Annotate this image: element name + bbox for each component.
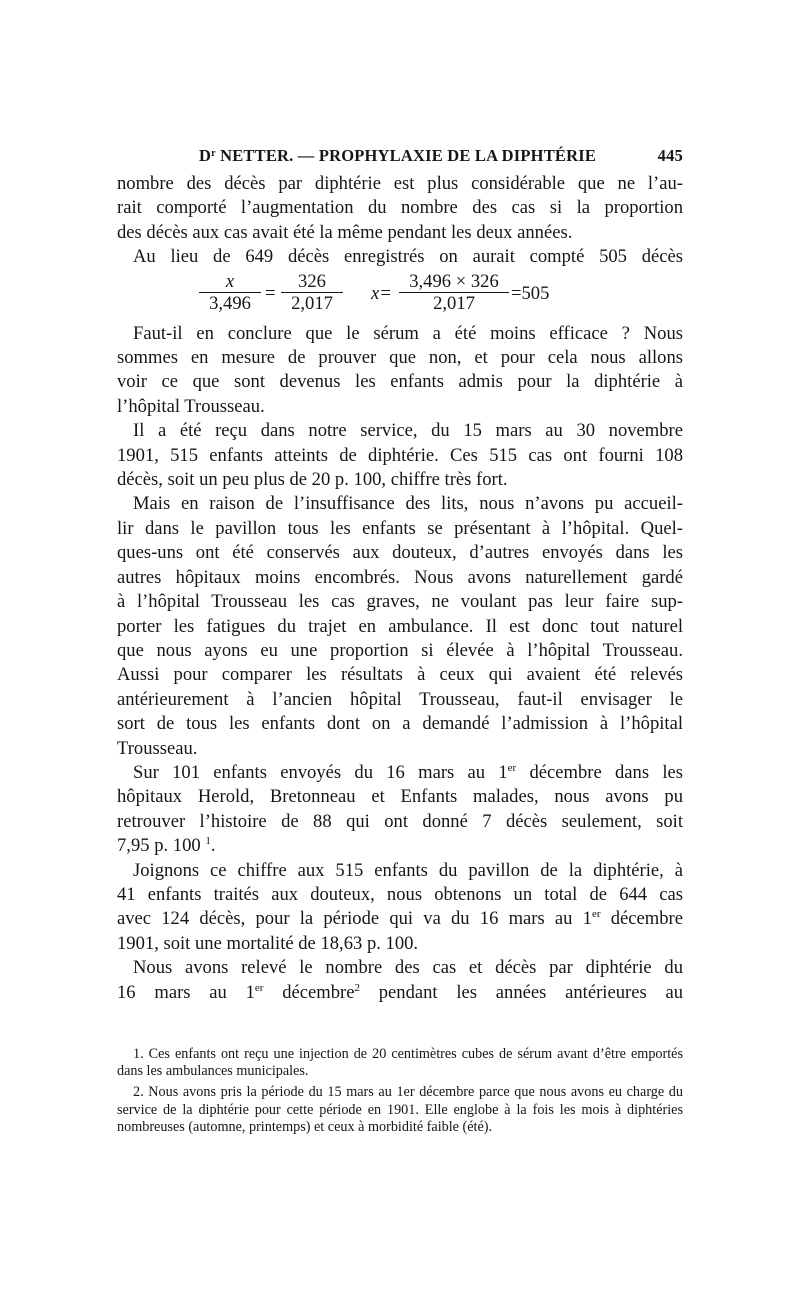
text-line: Trousseau. — [117, 737, 198, 759]
text-line: 1901, 515 enfants atteints de diphtérie. Ces 515 cas ont fourni 108 — [117, 444, 683, 466]
text-fragment: Sur 101 enfants envoyés du 16 mars au 1 — [133, 761, 508, 783]
footnotes — [117, 1046, 683, 1140]
fraction-denominator: 2,017 — [433, 292, 475, 314]
text-line — [117, 907, 683, 931]
text-line: ques-uns ont été conservés aux douteux, d’autres envoyés dans les — [117, 542, 683, 564]
text-line: Faut-il en conclure que le sérum a été moins efficace ? Nous — [133, 322, 683, 344]
text-line: Nous avons relevé le nombre des cas et décès par diphtérie du — [133, 957, 683, 979]
superscript: er — [591, 908, 601, 921]
fraction-product-over-2017 — [399, 272, 509, 315]
fraction-x-over-3496 — [199, 272, 261, 315]
text-fragment: décembre dans les — [516, 761, 683, 783]
text-line: à l’hôpital Trousseau les cas graves, ne voulant pas leur faire sup- — [117, 591, 683, 613]
text-line: que nous ayons eu une proportion si élevée à l’hôpital Trousseau. — [117, 639, 683, 661]
text-line: nombre des décès par diphtérie est plus considérable que ne l’au- — [117, 173, 683, 194]
running-title — [199, 146, 596, 166]
footnote-ref: 1 — [205, 835, 211, 848]
text-fragment: avec 124 décès, pour la période qui va du 16 mars au 1 — [117, 908, 592, 930]
formula-result: =505 — [511, 282, 550, 304]
text-line — [117, 834, 683, 858]
text-fragment: pendant les années antérieures au — [359, 981, 684, 1003]
text-line — [117, 981, 683, 1005]
text-line: 41 enfants traités aux douteux, nous obtenons un total de 644 cas — [117, 883, 683, 905]
text-line: décès, soit un peu plus de 20 p. 100, chiffre très fort. — [117, 469, 508, 491]
text-line: autres hôpitaux moins encombrés. Nous avons naturellement gardé — [117, 566, 683, 588]
page-number: 445 — [657, 146, 683, 165]
text-line: sommes en mesure de prouver que non, et pour cela nous allons — [117, 347, 683, 369]
body-text — [117, 172, 683, 1005]
text-line: des décès aux cas avait été la même pendant les deux années. — [117, 221, 573, 243]
text-line: hôpitaux Herold, Bretonneau et Enfants malades, nous avons pu — [117, 786, 683, 808]
text-line: Joignons ce chiffre aux 515 enfants du pavillon de la diphtérie, à — [133, 859, 683, 881]
title-prefix: D — [199, 146, 212, 165]
text-fragment: décembre — [263, 981, 355, 1003]
text-fragment: décembre — [600, 908, 683, 930]
text-line: voir ce que sont devenus les enfants admis pour la diphtérie à — [117, 371, 683, 393]
title-superscript: r — [211, 148, 216, 159]
text-line: Au lieu de 649 décès enregistrés on aurait compté 505 décès — [133, 246, 683, 268]
footnote-2: 2. Nous avons pris la période du 15 mars au 1er décembre parce que nous avons eu charge du service de la diphtérie pour cette période en 1901. Elle englobe à la fois les mois à diphtéries nombreuses (automne, printemps) et ceux à morbidité faible (été). — [117, 1084, 683, 1135]
superscript: er — [254, 981, 264, 994]
formula — [117, 270, 683, 322]
text-line: retrouver l’histoire de 88 qui ont donné 7 décès seulement, soit — [117, 810, 683, 832]
fraction-denominator: 3,496 — [209, 292, 251, 314]
text-line: Aussi pour comparer les résultats à ceux qui avaient été relevés — [117, 664, 683, 686]
fraction-denominator: 2,017 — [291, 292, 333, 314]
text-line: l’hôpital Trousseau. — [117, 395, 265, 417]
text-fragment: . — [210, 835, 216, 857]
text-fragment: 7,95 p. 100 — [117, 835, 201, 857]
text-line: rait comporté l’augmentation du nombre des cas si la proportion — [117, 197, 683, 219]
text-line: Mais en raison de l’insuffisance des lits, nous n’avons pu accueil- — [133, 493, 683, 515]
text-line: lir dans le pavillon tous les enfants se présentant à l’hôpital. Quel- — [117, 517, 683, 539]
fraction-numerator: 326 — [281, 272, 343, 293]
fraction-numerator: 3,496 × 326 — [399, 272, 509, 293]
footnote-ref: 2 — [354, 981, 360, 994]
text-line: sort de tous les enfants dont on a demandé l’admission à l’hôpital — [117, 713, 683, 735]
equals-sign: = — [265, 282, 276, 304]
text-fragment: 16 mars au 1 — [117, 981, 255, 1003]
running-header — [117, 146, 683, 168]
text-line: Il a été reçu dans notre service, du 15 mars au 30 novembre — [133, 420, 683, 442]
text-line — [117, 761, 683, 785]
fraction-numerator: x — [199, 272, 261, 293]
fraction-326-over-2017 — [281, 272, 343, 315]
text-line: antérieurement à l’ancien hôpital Trousseau, faut-il envisager le — [117, 688, 683, 710]
text-line: porter les fatigues du trajet en ambulance. Il est donc tout naturel — [117, 615, 683, 637]
text-line: 1901, soit une mortalité de 18,63 p. 100. — [117, 932, 419, 954]
formula-lhs: x= — [371, 282, 392, 304]
title-text: NETTER. — PROPHYLAXIE DE LA DIPHTÉRIE — [215, 146, 597, 165]
superscript: er — [507, 761, 517, 774]
footnote-1: 1. Ces enfants ont reçu une injection de 20 centimètres cubes de sérum avant d’être emportés dans les ambulances municipales. — [117, 1046, 683, 1080]
